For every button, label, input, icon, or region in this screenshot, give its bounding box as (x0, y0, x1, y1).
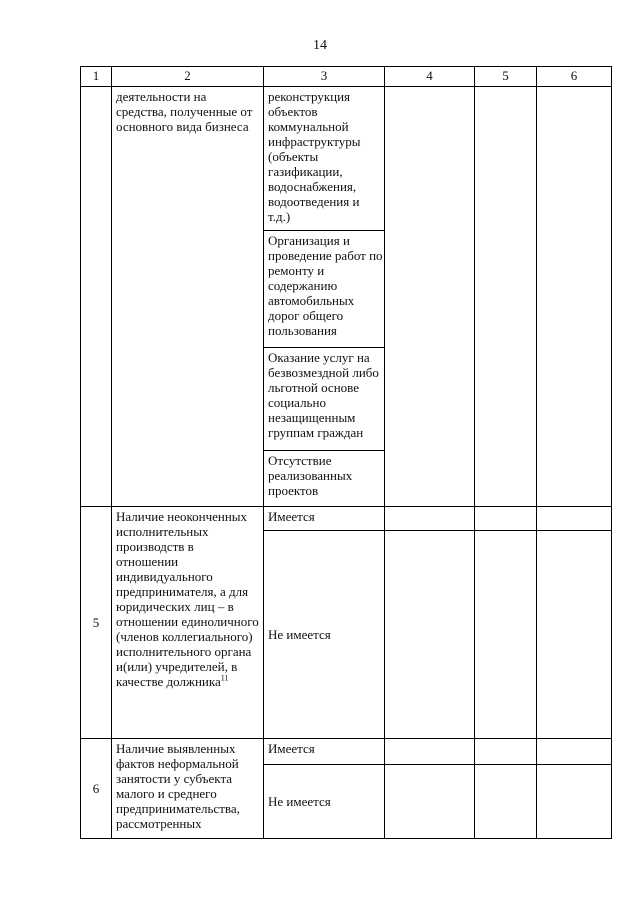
header-row (81, 67, 612, 87)
empty-cell (537, 739, 612, 765)
option-cell: Имеется (264, 507, 385, 531)
empty-cell (537, 507, 612, 531)
criterion-cell: Наличие выявленных фактов неформальной занятости у субъекта малого и среднего предпринимательства, рассмотренных (112, 739, 264, 839)
criterion-cell (112, 507, 264, 739)
col-header-1: 1 (81, 67, 112, 87)
option-cell: Не имеется (264, 765, 385, 839)
empty-cell (537, 531, 612, 739)
option-cell: Имеется (264, 739, 385, 765)
table-row (81, 739, 612, 765)
empty-cell (385, 739, 475, 765)
col-header-6: 6 (537, 67, 612, 87)
empty-cell (385, 507, 475, 531)
empty-cell (475, 87, 537, 507)
empty-cell (475, 765, 537, 839)
criterion-text: Наличие неоконченных исполнительных производств в отношении индивидуального предпринимателя, а для юридических лиц – в отношении единоличного (членов коллегиального) исполнительного органа и(или) учредителей, в качестве должника (116, 509, 259, 689)
empty-cell (385, 531, 475, 739)
criterion-cell: деятельности на средства, полученные от основного вида бизнеса (112, 87, 264, 507)
empty-cell (475, 739, 537, 765)
empty-cell (475, 507, 537, 531)
empty-cell (537, 765, 612, 839)
table-row (81, 87, 612, 231)
option-cell: Отсутствие реализованных проектов (264, 451, 385, 507)
table-row (81, 507, 612, 531)
option-cell: Оказание услуг на безвозмездной либо льготной основе социально незащищенным группам граждан (264, 348, 385, 451)
empty-cell (385, 765, 475, 839)
col-header-3: 3 (264, 67, 385, 87)
empty-cell (385, 87, 475, 507)
empty-cell (537, 87, 612, 507)
row-number-cell (81, 87, 112, 507)
criteria-table (80, 66, 612, 839)
option-cell: Организация и проведение работ по ремонту и содержанию автомобильных дорог общего пользования (264, 231, 385, 348)
option-cell: реконструкция объектов коммунальной инфраструктуры (объекты газификации, водоснабжения, водоотведения и т.д.) (264, 87, 385, 231)
page-number: 14 (313, 38, 327, 53)
col-header-5: 5 (475, 67, 537, 87)
col-header-4: 4 (385, 67, 475, 87)
row-number-cell: 5 (81, 507, 112, 739)
row-number-cell: 6 (81, 739, 112, 839)
footnote-mark: 11 (220, 673, 229, 683)
col-header-2: 2 (112, 67, 264, 87)
empty-cell (475, 531, 537, 739)
option-cell: Не имеется (264, 531, 385, 739)
